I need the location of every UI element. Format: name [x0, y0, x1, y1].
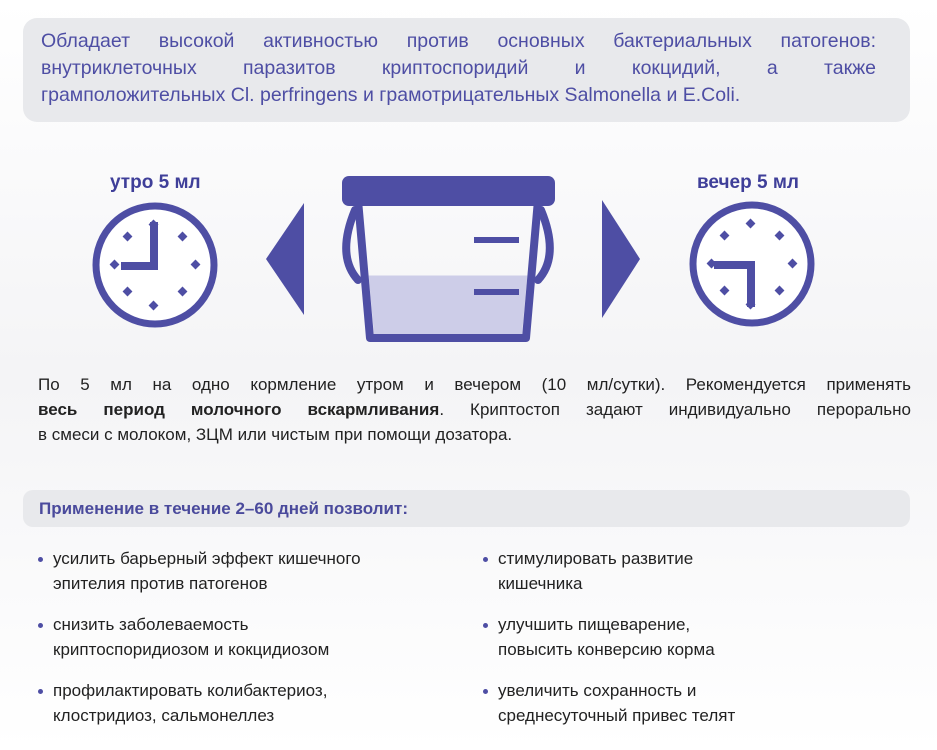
bullet-icon: [38, 623, 43, 628]
evening-label: вечер 5 мл: [697, 172, 799, 193]
bullet-icon: [483, 623, 488, 628]
bullet-icon: [38, 689, 43, 694]
benefit-item: снизить заболеваемость криптоспоридиозом и кокцидиозом: [38, 612, 329, 662]
benefit-item: профилактировать колибактериоз, клостридиоз, сальмонеллез: [38, 678, 327, 728]
morning-clock-icon: [90, 200, 220, 330]
arrow-right-icon: [598, 200, 646, 318]
benefits-title: Применение в течение 2–60 дней позволит:: [39, 499, 408, 518]
benefit-item: стимулировать развитие кишечника: [483, 546, 693, 596]
description-line-2-rest: . Криптостоп задают индивидуально перорально: [439, 400, 912, 419]
description-bold: весь период молочного вскармливания: [38, 400, 440, 419]
bullet-icon: [483, 557, 488, 562]
benefit-item: усилить барьерный эффект кишечного эпителия против патогенов: [38, 546, 361, 596]
benefit-item: увеличить сохранность и среднесуточный привес телят: [483, 678, 735, 728]
description-line-1: По 5 мл на одно кормление утром и вечером (10 мл/сутки). Рекомендуется применять: [38, 375, 911, 394]
description-line-3: в смеси с молоком, ЗЦМ или чистым при помощи дозатора.: [38, 425, 513, 444]
intro-line-1: Обладает высокой активностью против основных бактериальных патогенов:: [41, 30, 876, 52]
bucket-icon: [328, 170, 568, 346]
intro-line-3: грамположительных Cl. perfringens и грамотрицательных Salmonella и E.Coli.: [41, 84, 741, 106]
benefits-header: [23, 490, 910, 527]
dosing-description: [38, 372, 911, 447]
arrow-left-icon: [262, 203, 310, 315]
benefit-item: улучшить пищеварение, повысить конверсию корма: [483, 612, 715, 662]
morning-label: утро 5 мл: [110, 172, 201, 193]
evening-clock-icon: [687, 199, 817, 329]
bullet-icon: [483, 689, 488, 694]
description-line-2: [38, 397, 911, 422]
intro-line-2: внутриклеточных паразитов криптоспоридий и кокцидий, а также: [41, 57, 876, 79]
intro-box: [23, 18, 910, 122]
bullet-icon: [38, 557, 43, 562]
